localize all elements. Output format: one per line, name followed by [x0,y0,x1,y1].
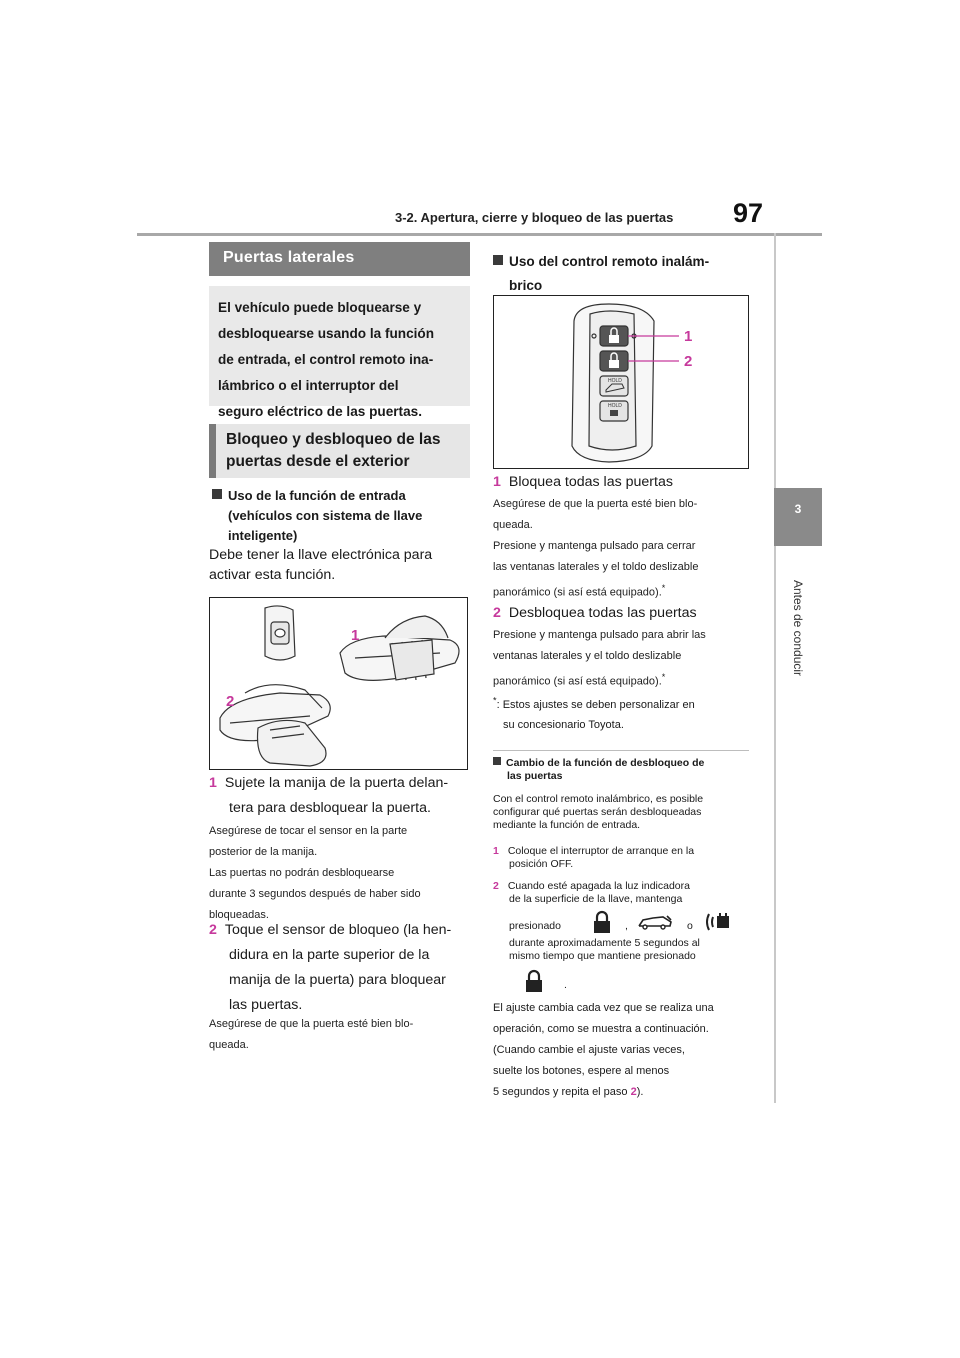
step-line: las puertas. [229,997,303,1013]
chapter-label: Antes de conducir [791,579,805,677]
square-bullet-icon [493,757,501,765]
para-line: activar esta función. [209,567,336,583]
door-handle-illustration [209,597,468,770]
heading-line: brico [509,278,543,293]
step-number: 2 [493,605,501,621]
para-line: suelte los botones, espere al menos [493,1065,670,1077]
chapter-tab [774,488,822,546]
step-number: 2 [493,880,499,892]
intro-line: desbloquearse usando la función [218,326,435,341]
chapter-label-box [776,558,820,698]
footnote [493,690,753,735]
intro-line: lámbrico o el interruptor del [218,378,399,393]
key-fob-illustration [493,295,749,469]
heading-line: Uso de la función de entrada [228,488,406,503]
step-line: didura en la parte superior de la [229,947,430,963]
para-line: configurar qué puertas serán desbloqueadas [493,806,702,818]
subsection-title-bar [209,424,470,478]
step-line: Coloque el interruptor de arranque en la [507,845,695,857]
step-line: Sujete la manija de la puerta delan- [224,775,449,791]
right-step-2 [493,601,753,626]
asterisk: * [493,695,497,705]
or-text: o [687,920,693,932]
lock-icon-row [509,963,759,991]
left-step-1 [209,771,471,821]
intro-line: de entrada, el control remoto ina- [218,352,434,367]
footnote-text: : Estos ajustes se deben personalizar en [496,698,695,711]
para-line: mediante la función de entrada. [493,819,641,831]
note-line: Presione y mantenga pulsado para cerrar [493,540,696,552]
step-line: durante aproximadamente 5 segundos al [509,937,700,949]
note-line: ventanas laterales y el toldo deslizable [493,650,682,662]
intro-text [218,295,462,425]
asterisk: * [661,672,666,682]
step-2-continuation [509,937,759,991]
note-line: Asegúrese de tocar el sensor en la parte [209,825,408,837]
subsection-line: puertas desde el exterior [226,453,410,470]
note-line: bloqueadas. [209,909,269,921]
right-step-1-notes [493,494,753,604]
step-line: Cuando esté apagada la luz indicadora [507,880,690,892]
square-bullet-icon [212,489,222,499]
step-text: Desbloquea todas las puertas [508,605,697,621]
figure-label-2: 2 [684,353,693,370]
section-title-bar [209,242,470,276]
key-fob-drawing [494,296,748,468]
step-line: de la superficie de la llave, mantenga [509,893,683,905]
note-line [493,667,753,693]
para-text: ). [636,1086,644,1098]
subsection-title [226,429,440,473]
subsection-line: Bloqueo y desbloqueo de las [226,431,441,448]
step-number: 2 [209,922,217,938]
step-number: 1 [209,775,217,791]
entry-function-paragraph [209,545,471,585]
heading-line: Cambio de la función de desbloqueo de [506,757,705,769]
step-2-icon-row [509,917,759,937]
remote-control-heading [493,250,753,298]
para-line: operación, como se muestra a continuación. [493,1023,709,1035]
intro-box [209,286,470,419]
para-line: Debe tener la llave electrónica para [209,547,433,563]
chapter-number: 3 [794,502,802,516]
unlock-change-heading [493,757,755,783]
para-line: Con el control remoto inalámbrico, es posible [493,793,704,805]
unlock-change-step-1 [493,845,755,871]
note-text: panorámico (si así está equipado). [493,586,662,599]
step-number: 1 [493,845,499,857]
footnote-line: su concesionario Toyota. [503,718,624,731]
hold-label-2: HOLD [608,403,622,409]
lock-icon [593,910,611,934]
section-separator [493,750,749,751]
para-line [493,1082,755,1103]
step-line: posición OFF. [509,858,574,870]
right-step-1 [493,470,753,495]
note-text: panorámico (si así está equipado). [493,675,662,688]
note-line: Asegúrese de que la puerta esté bien blo- [493,498,698,510]
header-rule [137,233,822,236]
door-handle-drawing [210,598,467,769]
step-line: tera para desbloquear la puerta. [229,800,431,816]
square-bullet-icon [493,255,503,265]
left-step-1-notes [209,821,471,926]
unlock-change-after-text [493,998,755,1103]
hold-label-1: HOLD [608,378,622,384]
para-line: El ajuste cambia cada vez que se realiza una [493,1002,714,1014]
section-title: Puertas laterales [223,249,355,266]
footnote-line [493,695,695,711]
note-line: queada. [493,519,533,531]
note-line: posterior de la manija. [209,846,318,858]
intro-line: seguro eléctrico de las puertas. [218,404,422,419]
heading-line: las puertas [507,770,563,782]
note-line [493,578,753,604]
note-line: Asegúrese de que la puerta esté bien blo- [209,1018,414,1030]
para-line: (Cuando cambie el ajuste varias veces, [493,1044,685,1056]
pressed-text: presionado [509,920,561,932]
note-line: Las puertas no podrán desbloquearse [209,867,395,879]
step-line: mismo tiempo que mantiene presionado [509,950,696,962]
period: . [564,979,567,991]
entry-function-heading [212,486,474,546]
trunk-icon [637,914,673,930]
para-text: 5 segundos y repita el paso [493,1086,631,1098]
step-text: Bloquea todas las puertas [508,474,673,490]
step-number: 1 [493,474,501,490]
page-number: 97 [733,198,764,228]
remote-start-icon [703,911,733,933]
figure-label-2: 2 [226,693,235,710]
unlock-change-step-2 [493,880,755,906]
intro-line: El vehículo puede bloquearse y [218,300,422,315]
note-line: durante 3 segundos después de haber sido [209,888,421,900]
left-step-2-notes [209,1014,471,1056]
figure-label-1: 1 [684,328,693,345]
note-line: Presione y mantenga pulsado para abrir las [493,629,706,641]
note-line: queada. [209,1039,249,1051]
heading-line: Uso del control remoto inalám- [509,254,710,269]
asterisk: * [661,583,666,593]
right-step-2-notes [493,625,753,693]
heading-line: (vehículos con sistema de llave [228,508,423,523]
note-line: las ventanas laterales y el toldo deslizable [493,561,699,573]
step-line: Toque el sensor de bloqueo (la hen- [224,922,452,938]
unlock-change-paragraph [493,793,755,832]
step-line: manija de la puerta) para bloquear [229,972,446,988]
left-step-2 [209,918,471,1018]
running-header: 3-2. Apertura, cierre y bloqueo de las puertas [395,210,674,225]
step-ref: 2 [630,1086,637,1098]
lock-icon [525,969,543,993]
comma: , [625,920,628,932]
figure-label-1: 1 [351,627,360,644]
heading-line: inteligente) [228,528,298,543]
